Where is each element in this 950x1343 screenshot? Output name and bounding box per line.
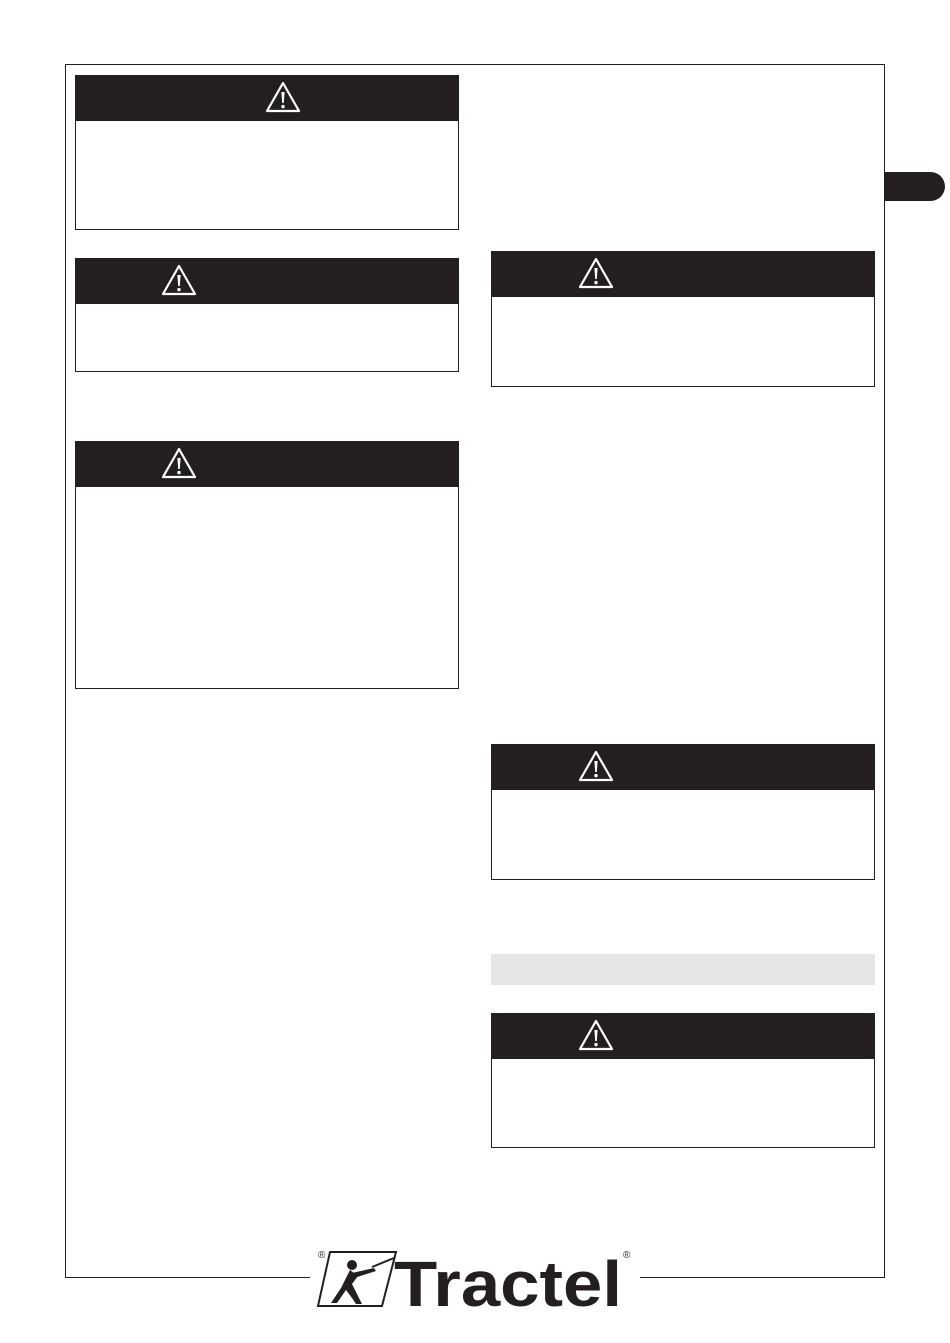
warning-header — [76, 76, 458, 121]
warning-box — [75, 441, 459, 689]
tractel-logo — [316, 1248, 634, 1310]
warning-triangle-icon — [161, 447, 197, 479]
warning-triangle-icon — [578, 1019, 614, 1051]
warning-triangle-icon — [578, 750, 614, 782]
warning-box — [75, 75, 459, 230]
pulling-man-icon — [318, 1252, 396, 1306]
warning-box — [491, 1013, 875, 1148]
warning-box — [75, 258, 459, 372]
warning-header — [492, 252, 874, 297]
warning-header — [76, 259, 458, 304]
warning-triangle-icon — [265, 81, 301, 113]
registered-mark-left: ® — [318, 1250, 326, 1261]
warning-box — [491, 744, 875, 880]
warning-box — [491, 251, 875, 387]
warning-triangle-icon — [578, 257, 614, 289]
warning-header — [492, 1014, 874, 1059]
registered-mark-right: ® — [623, 1250, 631, 1261]
warning-triangle-icon — [161, 264, 197, 296]
language-tab — [885, 172, 945, 201]
brand-wordmark: Tractel — [394, 1248, 622, 1310]
section-heading-band — [491, 954, 875, 985]
warning-header — [76, 442, 458, 487]
warning-header — [492, 745, 874, 790]
